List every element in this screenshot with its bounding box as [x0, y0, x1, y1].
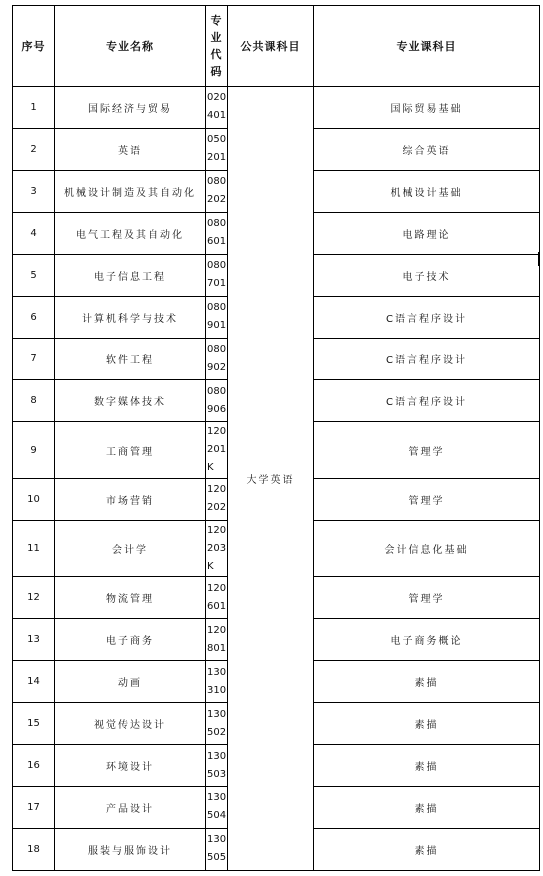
code-line: 130 [207, 834, 227, 846]
edge-mark [538, 252, 539, 266]
row-index: 7 [13, 338, 55, 380]
row-major-name: 会计学 [55, 520, 206, 577]
code-line: 120 [207, 484, 227, 496]
code-line: 201 [207, 152, 227, 164]
code-line: 130 [207, 666, 227, 678]
table-row [13, 87, 540, 129]
row-index: 10 [13, 478, 55, 520]
code-line: 130 [207, 708, 227, 720]
row-major-code [206, 296, 228, 338]
code-line: 801 [207, 642, 227, 654]
header-code-char: 业 [210, 31, 223, 44]
code-line: 080 [207, 385, 227, 397]
code-line: 120 [207, 426, 227, 438]
code-line: 080 [207, 343, 227, 355]
row-index: 14 [13, 661, 55, 703]
row-major-code [206, 661, 228, 703]
row-major-code [206, 520, 228, 577]
row-index: 13 [13, 619, 55, 661]
row-major-code [206, 254, 228, 296]
row-index: 17 [13, 787, 55, 829]
row-major-code [206, 577, 228, 619]
code-line: 201 [207, 444, 227, 456]
major-course-table [12, 5, 540, 871]
header-major-course: 专业课科目 [314, 6, 540, 87]
code-line: 120 [207, 582, 227, 594]
row-major-course: 国际贸易基础 [314, 87, 540, 129]
row-major-course: 管理学 [314, 577, 540, 619]
header-index: 序号 [13, 6, 55, 87]
code-line: 120 [207, 624, 227, 636]
row-major-course: 素描 [314, 828, 540, 870]
row-index: 8 [13, 380, 55, 422]
row-major-name: 产品设计 [55, 787, 206, 829]
row-major-name: 计算机科学与技术 [55, 296, 206, 338]
row-index: 15 [13, 703, 55, 745]
row-major-name: 动画 [55, 661, 206, 703]
row-major-name: 环境设计 [55, 745, 206, 787]
row-major-name: 工商管理 [55, 422, 206, 479]
code-line: 080 [207, 218, 227, 230]
code-line: 502 [207, 726, 227, 738]
code-line: 120 [207, 524, 227, 536]
row-major-code [206, 422, 228, 479]
row-major-code [206, 703, 228, 745]
code-line: 505 [207, 852, 227, 864]
row-major-code [206, 87, 228, 129]
row-major-code [206, 478, 228, 520]
row-major-name: 视觉传达设计 [55, 703, 206, 745]
row-major-course: 综合英语 [314, 128, 540, 170]
row-major-course: 素描 [314, 661, 540, 703]
row-major-name: 电子信息工程 [55, 254, 206, 296]
code-line: 202 [207, 502, 227, 514]
row-major-course: 管理学 [314, 422, 540, 479]
code-line: 701 [207, 278, 227, 290]
code-line: 020 [207, 92, 227, 104]
row-major-name: 英语 [55, 128, 206, 170]
code-line: K [207, 462, 214, 474]
row-major-course: C语言程序设计 [314, 296, 540, 338]
code-line: 601 [207, 236, 227, 248]
row-major-name: 国际经济与贸易 [55, 87, 206, 129]
header-row [13, 6, 540, 87]
row-index: 1 [13, 87, 55, 129]
row-major-course: 素描 [314, 745, 540, 787]
header-major-code [206, 6, 228, 87]
header-code-char: 代 [210, 48, 223, 61]
row-major-code [206, 787, 228, 829]
row-major-code [206, 170, 228, 212]
row-index: 4 [13, 212, 55, 254]
row-major-course: 电子商务概论 [314, 619, 540, 661]
row-major-code [206, 828, 228, 870]
row-index: 2 [13, 128, 55, 170]
code-line: 310 [207, 684, 227, 696]
code-line: 601 [207, 600, 227, 612]
header-public-course: 公共课科目 [228, 6, 314, 87]
row-major-course: 电路理论 [314, 212, 540, 254]
row-major-course: 素描 [314, 787, 540, 829]
header-code-char: 码 [210, 65, 223, 78]
code-line: 130 [207, 750, 227, 762]
row-major-course: 素描 [314, 703, 540, 745]
row-index: 18 [13, 828, 55, 870]
row-major-name: 机械设计制造及其自动化 [55, 170, 206, 212]
row-index: 12 [13, 577, 55, 619]
row-major-code [206, 380, 228, 422]
row-major-course: 会计信息化基础 [314, 520, 540, 577]
code-line: 401 [207, 110, 227, 122]
code-line: 080 [207, 176, 227, 188]
public-course-cell: 大学英语 [228, 87, 314, 871]
row-major-name: 数字媒体技术 [55, 380, 206, 422]
row-major-name: 电子商务 [55, 619, 206, 661]
row-major-course: C语言程序设计 [314, 338, 540, 380]
code-line: 906 [207, 403, 227, 415]
code-line: 130 [207, 792, 227, 804]
row-major-name: 服装与服饰设计 [55, 828, 206, 870]
header-code-char: 专 [210, 14, 223, 27]
row-index: 3 [13, 170, 55, 212]
row-major-name: 市场营销 [55, 478, 206, 520]
row-major-code [206, 745, 228, 787]
code-line: 080 [207, 260, 227, 272]
code-line: 050 [207, 134, 227, 146]
row-major-course: C语言程序设计 [314, 380, 540, 422]
row-index: 6 [13, 296, 55, 338]
code-line: 901 [207, 320, 227, 332]
row-index: 11 [13, 520, 55, 577]
code-line: 902 [207, 361, 227, 373]
row-major-code [206, 338, 228, 380]
row-major-course: 机械设计基础 [314, 170, 540, 212]
row-index: 9 [13, 422, 55, 479]
code-line: 202 [207, 194, 227, 206]
row-major-course: 电子技术 [314, 254, 540, 296]
row-major-code [206, 619, 228, 661]
row-major-name: 物流管理 [55, 577, 206, 619]
row-major-code [206, 128, 228, 170]
row-major-name: 电气工程及其自动化 [55, 212, 206, 254]
row-major-course: 管理学 [314, 478, 540, 520]
row-index: 16 [13, 745, 55, 787]
code-line: 503 [207, 768, 227, 780]
code-line: 203 [207, 542, 227, 554]
row-major-code [206, 212, 228, 254]
code-line: 080 [207, 302, 227, 314]
row-index: 5 [13, 254, 55, 296]
row-major-name: 软件工程 [55, 338, 206, 380]
code-line: 504 [207, 810, 227, 822]
header-major-name: 专业名称 [55, 6, 206, 87]
code-line: K [207, 560, 214, 572]
